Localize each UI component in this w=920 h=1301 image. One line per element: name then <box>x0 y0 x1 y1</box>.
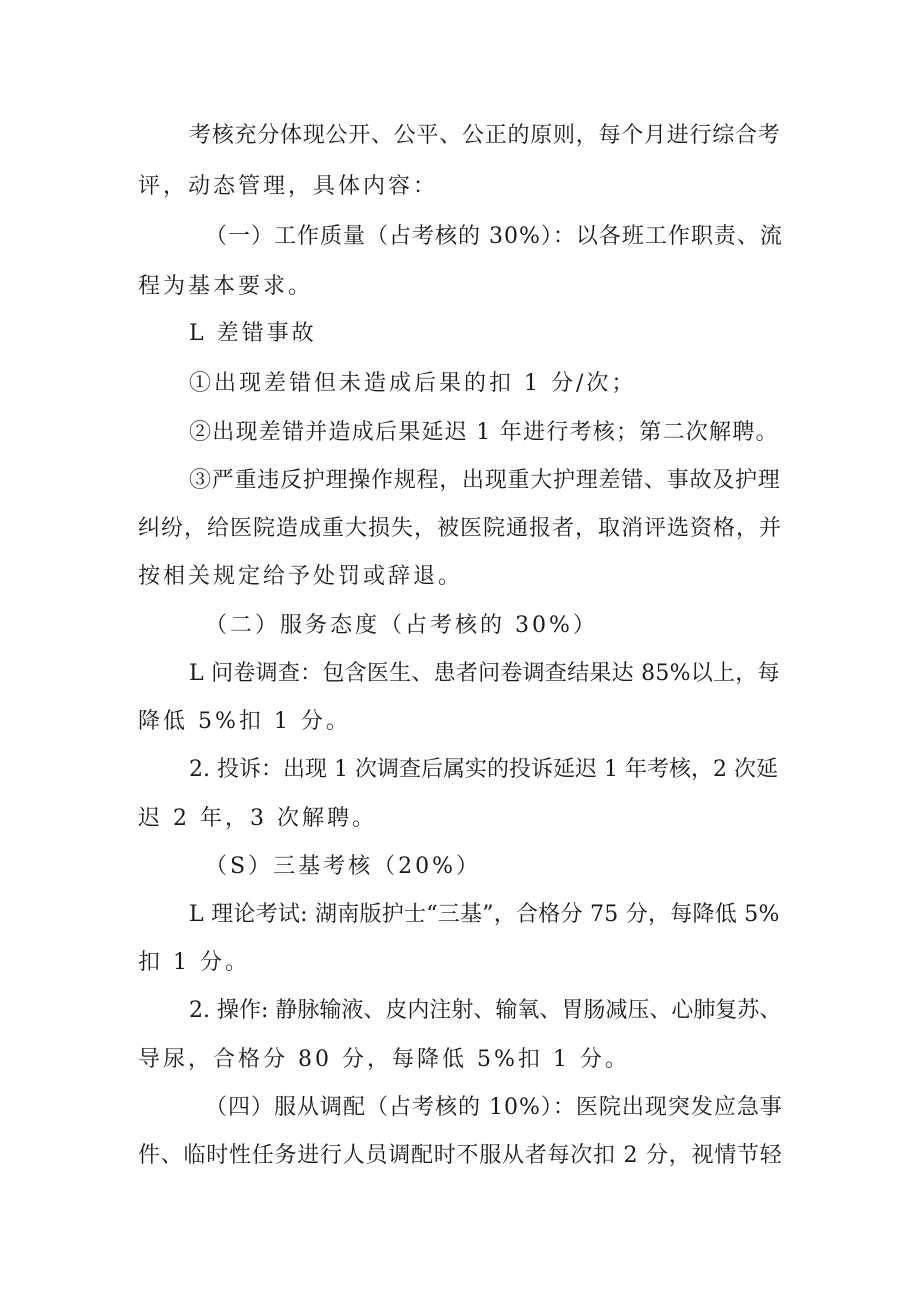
list-item: L 理论考试: 湖南版护士“三基”，合格分 75 分，每降低 5% <box>189 902 780 927</box>
list-item: ②出现差错并造成后果延迟 1 年进行考核；第二次解聘。 <box>189 420 779 445</box>
paragraph-line: 按相关规定给予处罚或辞退。 <box>138 564 464 589</box>
section-heading-service: （二）服务态度（占考核的 30%） <box>205 613 598 638</box>
list-item: 2. 操作: 静脉输液、皮内注射、输氧、胃肠减压、心肺复苏、 <box>189 998 782 1023</box>
paragraph-line: 件、临时性任务进行人员调配时不服从者每次扣 2 分，视情节轻 <box>138 1143 783 1168</box>
paragraph-line: 降低 5%扣 1 分。 <box>138 709 351 734</box>
paragraph-line: 扣 1 分。 <box>138 950 250 975</box>
paragraph-line: 评，动态管理，具体内容： <box>138 174 439 199</box>
list-item: ①出现差错但未造成后果的扣 1 分/次； <box>189 371 637 396</box>
section-heading-obedience: （四）服从调配（占考核的 10%）：医院出现突发应急事 <box>205 1095 783 1120</box>
paragraph-line: 导尿，合格分 80 分，每降低 5%扣 1 分。 <box>138 1047 630 1072</box>
subheading-errors: L 差错事故 <box>189 321 317 346</box>
list-item: ③严重违反护理操作规程，出现重大护理差错、事故及护理 <box>189 468 781 493</box>
paragraph-line: 程为基本要求。 <box>138 274 314 299</box>
section-heading-basics: （S）三基考核（20%） <box>205 854 481 879</box>
list-item: 2. 投诉：出现 1 次调查后属实的投诉延迟 1 年考核，2 次延 <box>189 757 778 782</box>
list-item: L 问卷调查：包含医生、患者问卷调查结果达 85%以上，每 <box>189 661 780 686</box>
paragraph-line: 迟 2 年，3 次解聘。 <box>138 806 377 831</box>
paragraph-line: 考核充分体现公开、公平、公正的原则，每个月进行综合考 <box>189 123 781 148</box>
paragraph-line: 纠纷，给医院造成重大损失，被医院通报者，取消评选资格，并 <box>138 516 783 541</box>
section-heading-quality: （一）工作质量（占考核的 30%）：以各班工作职责、流 <box>205 224 783 249</box>
